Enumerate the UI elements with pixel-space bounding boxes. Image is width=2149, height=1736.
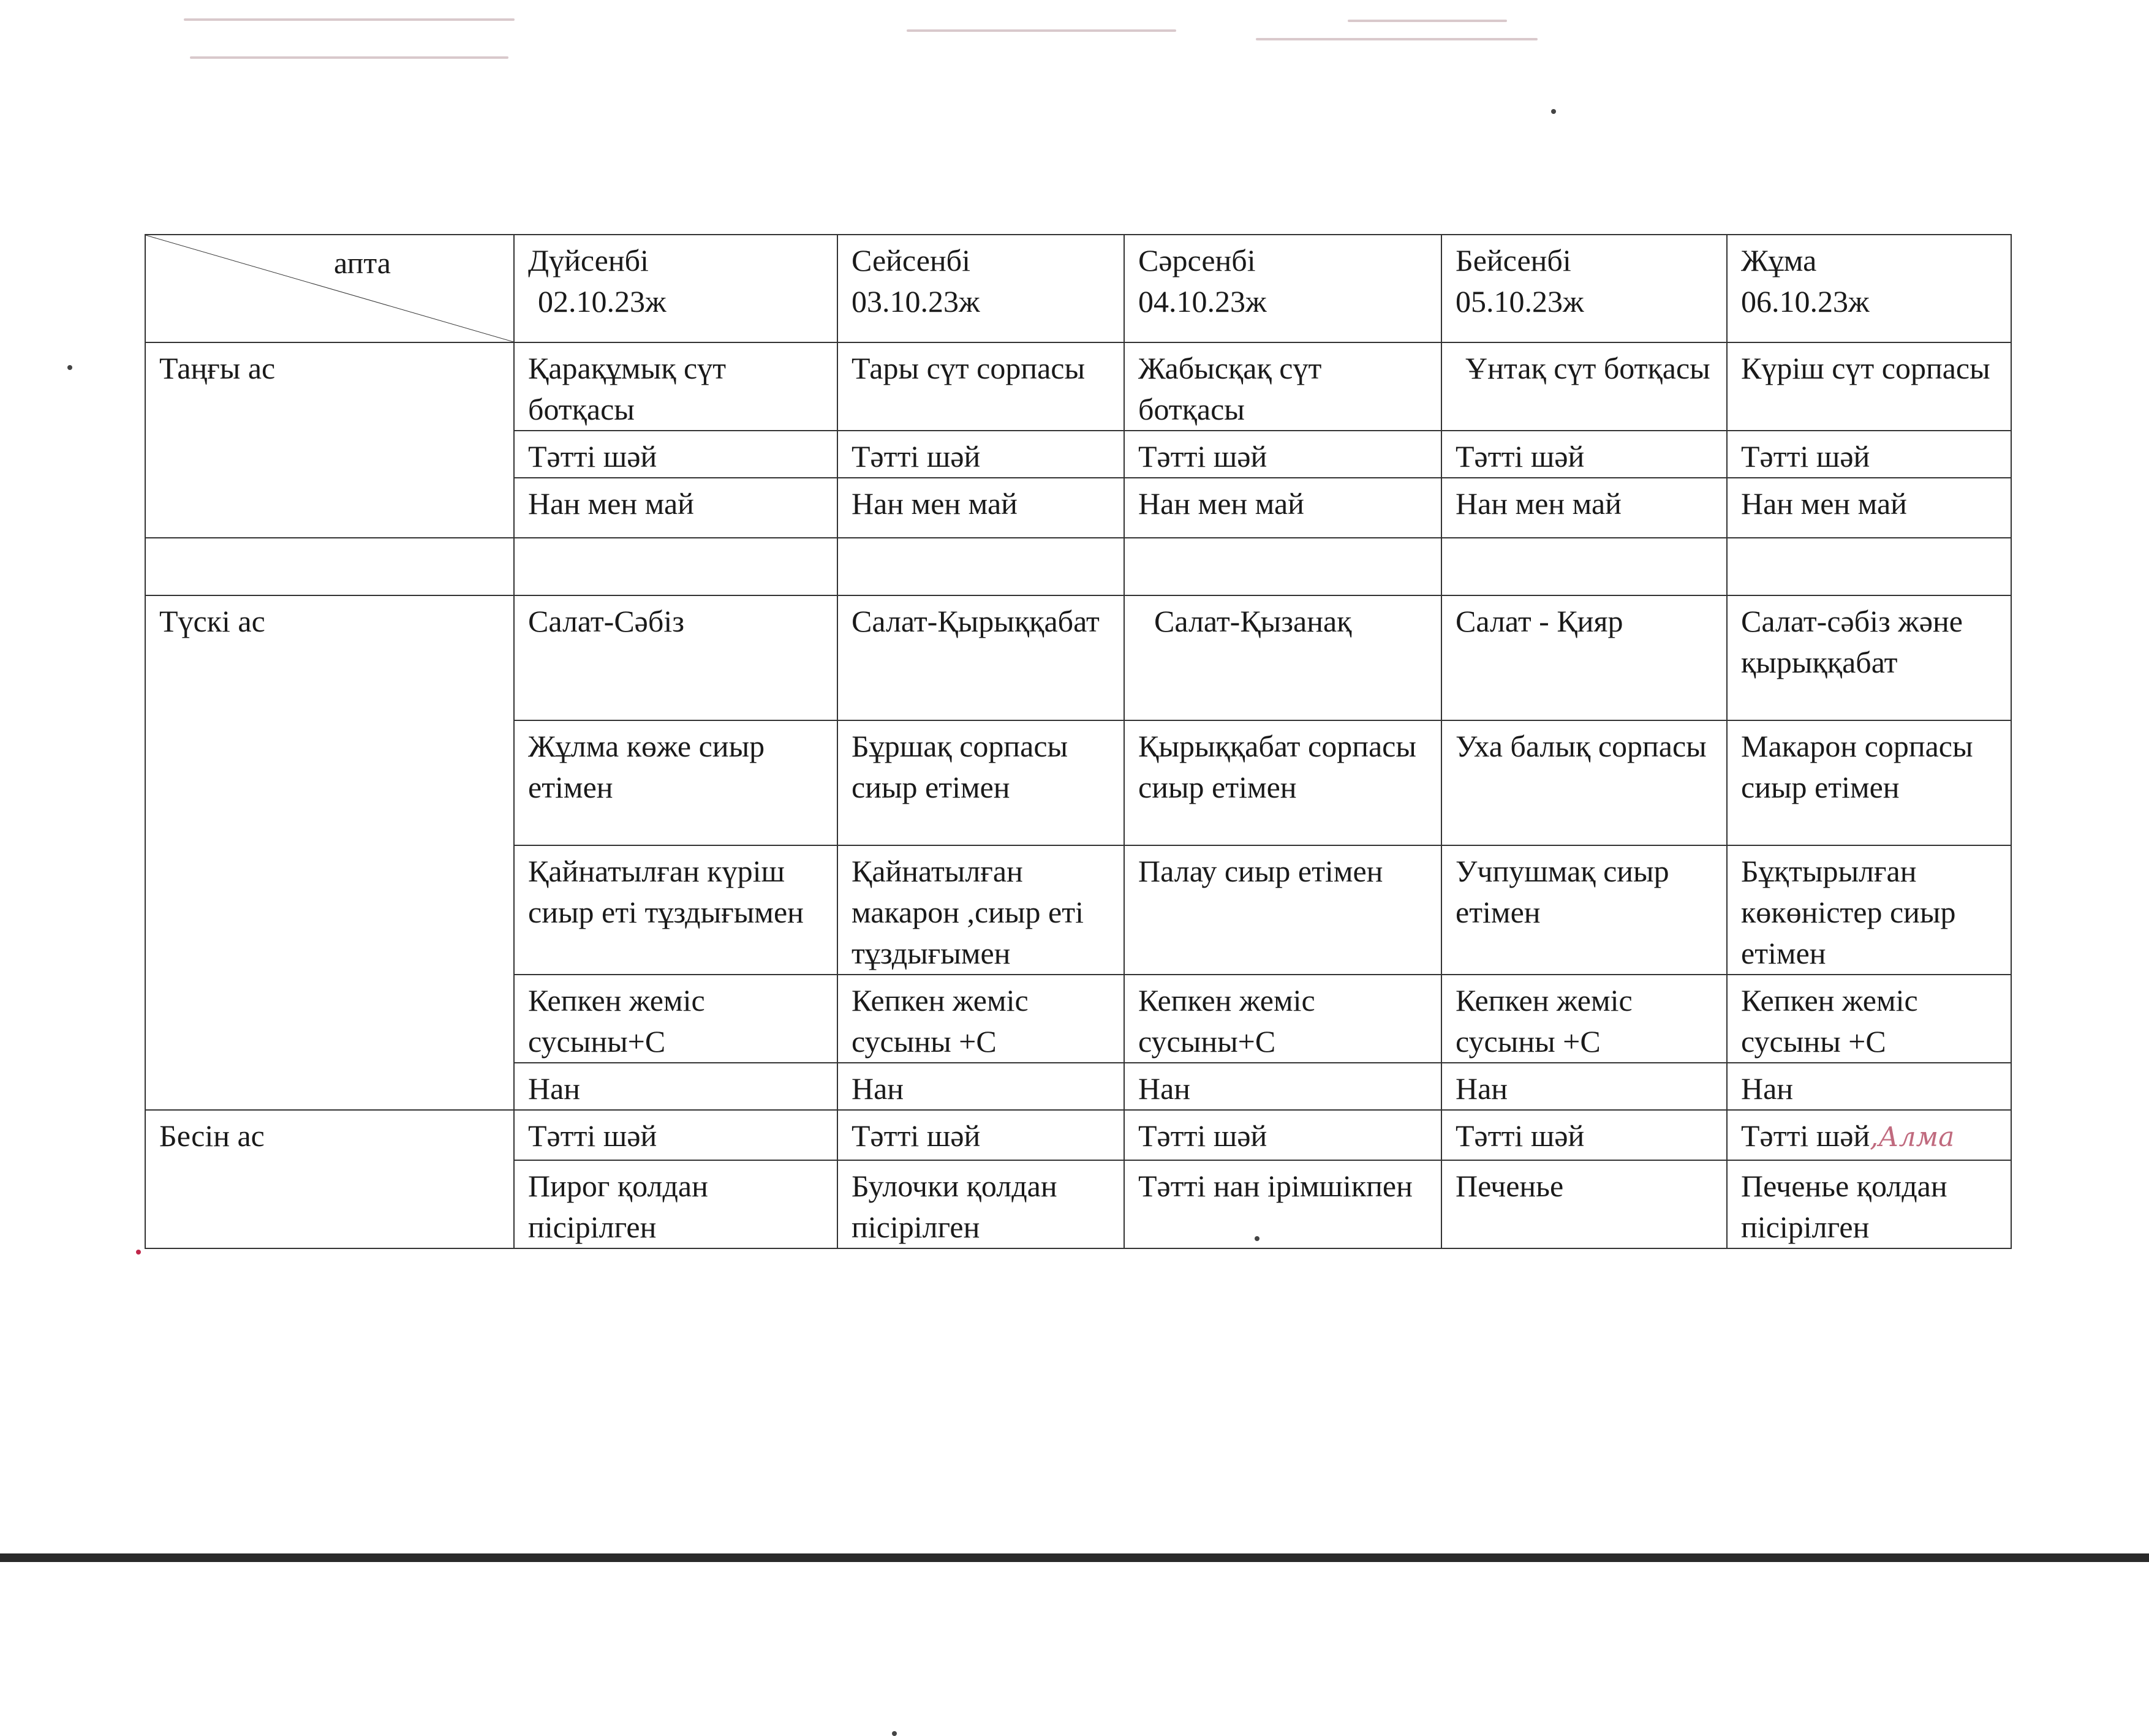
menu-cell: Нан — [514, 1063, 837, 1110]
menu-cell: Тәтті шәй — [1124, 431, 1441, 478]
handwritten-note: ,Алма — [1870, 1122, 1955, 1153]
menu-cell: Қарақұмық сүт ботқасы — [514, 342, 837, 431]
menu-cell: Нан — [1727, 1063, 2011, 1110]
scan-speck — [1551, 109, 1556, 114]
snack-row-1 — [145, 1110, 2011, 1160]
menu-cell: Кепкен жеміс сусыны+С — [514, 975, 837, 1063]
menu-cell: Қайнатылған макарон ,сиыр еті тұздығымен — [837, 845, 1124, 975]
scan-smudge — [184, 18, 515, 21]
empty-cell — [514, 538, 837, 595]
day-header-thursday — [1441, 235, 1727, 342]
menu-cell: Печенье — [1441, 1160, 1727, 1248]
menu-cell: Тәтті шәй — [1727, 431, 2011, 478]
menu-cell: Булочки қолдан пісірілген — [837, 1160, 1124, 1248]
day-date: 03.10.23ж — [852, 284, 980, 319]
menu-cell: Қайнатылған күріш сиыр еті тұздығымен — [514, 845, 837, 975]
menu-cell: Бұқтырылған көкөністер сиыр етімен — [1727, 845, 2011, 975]
menu-cell: Күріш сүт сорпасы — [1727, 342, 2011, 431]
weekly-menu-table — [145, 234, 2012, 1249]
menu-cell: Бұршақ сорпасы сиыр етімен — [837, 720, 1124, 845]
menu-cell: Кепкен жеміс сусыны +С — [1441, 975, 1727, 1063]
menu-cell: Жұлма көже сиыр етімен — [514, 720, 837, 845]
scan-smudge — [907, 29, 1176, 32]
menu-cell: Палау сиыр етімен — [1124, 845, 1441, 975]
menu-cell — [1727, 1110, 2011, 1160]
menu-cell: Тәтті шәй — [1124, 1110, 1441, 1160]
scan-speck — [136, 1250, 141, 1255]
empty-cell — [1441, 538, 1727, 595]
menu-cell: Нан — [1441, 1063, 1727, 1110]
menu-cell: Нан мен май — [1441, 478, 1727, 538]
day-header-tuesday — [837, 235, 1124, 342]
menu-cell: Салат-сәбіз және қырыққабат — [1727, 595, 2011, 720]
day-name: Сейсенбі — [852, 243, 970, 277]
scan-smudge — [1348, 20, 1507, 22]
scan-speck — [67, 365, 72, 370]
menu-cell: Тәтті нан ірімшікпен — [1124, 1160, 1441, 1248]
menu-cell: Тәтті шәй — [1441, 431, 1727, 478]
menu-cell: Тәтті шәй — [837, 1110, 1124, 1160]
menu-cell: Салат-Қызанақ — [1124, 595, 1441, 720]
scan-bottom-edge — [0, 1553, 2149, 1562]
day-name: Бейсенбі — [1456, 243, 1571, 277]
day-name: Дүйсенбі — [528, 243, 649, 277]
menu-cell: Нан мен май — [1727, 478, 2011, 538]
day-date: 04.10.23ж — [1138, 284, 1267, 319]
menu-cell: Тәтті шәй — [1441, 1110, 1727, 1160]
meal-label-lunch: Түскі ас — [145, 595, 514, 1110]
empty-cell — [1727, 538, 2011, 595]
empty-cell — [837, 538, 1124, 595]
menu-cell: Ұнтақ сүт ботқасы — [1441, 342, 1727, 431]
menu-cell: Кепкен жеміс сусыны+С — [1124, 975, 1441, 1063]
day-header-monday — [514, 235, 837, 342]
menu-cell: Печенье қолдан пісірілген — [1727, 1160, 2011, 1248]
menu-cell: Қырыққабат сорпасы сиыр етімен — [1124, 720, 1441, 845]
menu-cell: Тәтті шәй — [837, 431, 1124, 478]
menu-cell: Кепкен жеміс сусыны +С — [837, 975, 1124, 1063]
menu-cell: Нан — [1124, 1063, 1441, 1110]
corner-diagonal — [146, 235, 513, 342]
spacer-row — [145, 538, 2011, 595]
menu-cell: Салат - Қияр — [1441, 595, 1727, 720]
day-header-friday — [1727, 235, 2011, 342]
snack-friday-text: Тәтті шәй — [1741, 1119, 1870, 1153]
menu-cell: Тәтті шәй — [514, 1110, 837, 1160]
menu-cell: Нан мен май — [514, 478, 837, 538]
menu-cell: Салат-Қырыққабат — [837, 595, 1124, 720]
scan-smudge — [190, 56, 508, 59]
menu-cell: Тары сүт сорпасы — [837, 342, 1124, 431]
breakfast-row-1 — [145, 342, 2011, 431]
meal-label-breakfast: Таңғы ас — [145, 342, 514, 538]
scan-smudge — [1256, 38, 1538, 40]
menu-cell: Нан мен май — [837, 478, 1124, 538]
menu-cell: Нан — [837, 1063, 1124, 1110]
menu-cell: Учпушмақ сиыр етімен — [1441, 845, 1727, 975]
menu-cell: Нан мен май — [1124, 478, 1441, 538]
lunch-row-1 — [145, 595, 2011, 720]
menu-cell: Уха балық сорпасы — [1441, 720, 1727, 845]
menu-cell: Кепкен жеміс сусыны +С — [1727, 975, 2011, 1063]
corner-label: апта — [334, 246, 391, 280]
empty-cell — [1124, 538, 1441, 595]
day-header-wednesday — [1124, 235, 1441, 342]
meal-label-snack: Бесін ас — [145, 1110, 514, 1248]
menu-cell: Салат-Сәбіз — [514, 595, 837, 720]
menu-cell: Тәтті шәй — [514, 431, 837, 478]
day-name: Сәрсенбі — [1138, 243, 1256, 277]
empty-cell — [145, 538, 514, 595]
menu-cell: Пирог қолдан пісірілген — [514, 1160, 837, 1248]
scan-speck — [892, 1731, 897, 1736]
header-row — [145, 235, 2011, 342]
day-date: 05.10.23ж — [1456, 284, 1584, 319]
day-name: Жұма — [1741, 243, 1817, 277]
menu-cell: Макарон сорпасы сиыр етімен — [1727, 720, 2011, 845]
day-date: 02.10.23ж — [538, 284, 667, 319]
corner-cell — [145, 235, 514, 342]
day-date: 06.10.23ж — [1741, 284, 1870, 319]
menu-cell: Жабысқақ сүт ботқасы — [1124, 342, 1441, 431]
